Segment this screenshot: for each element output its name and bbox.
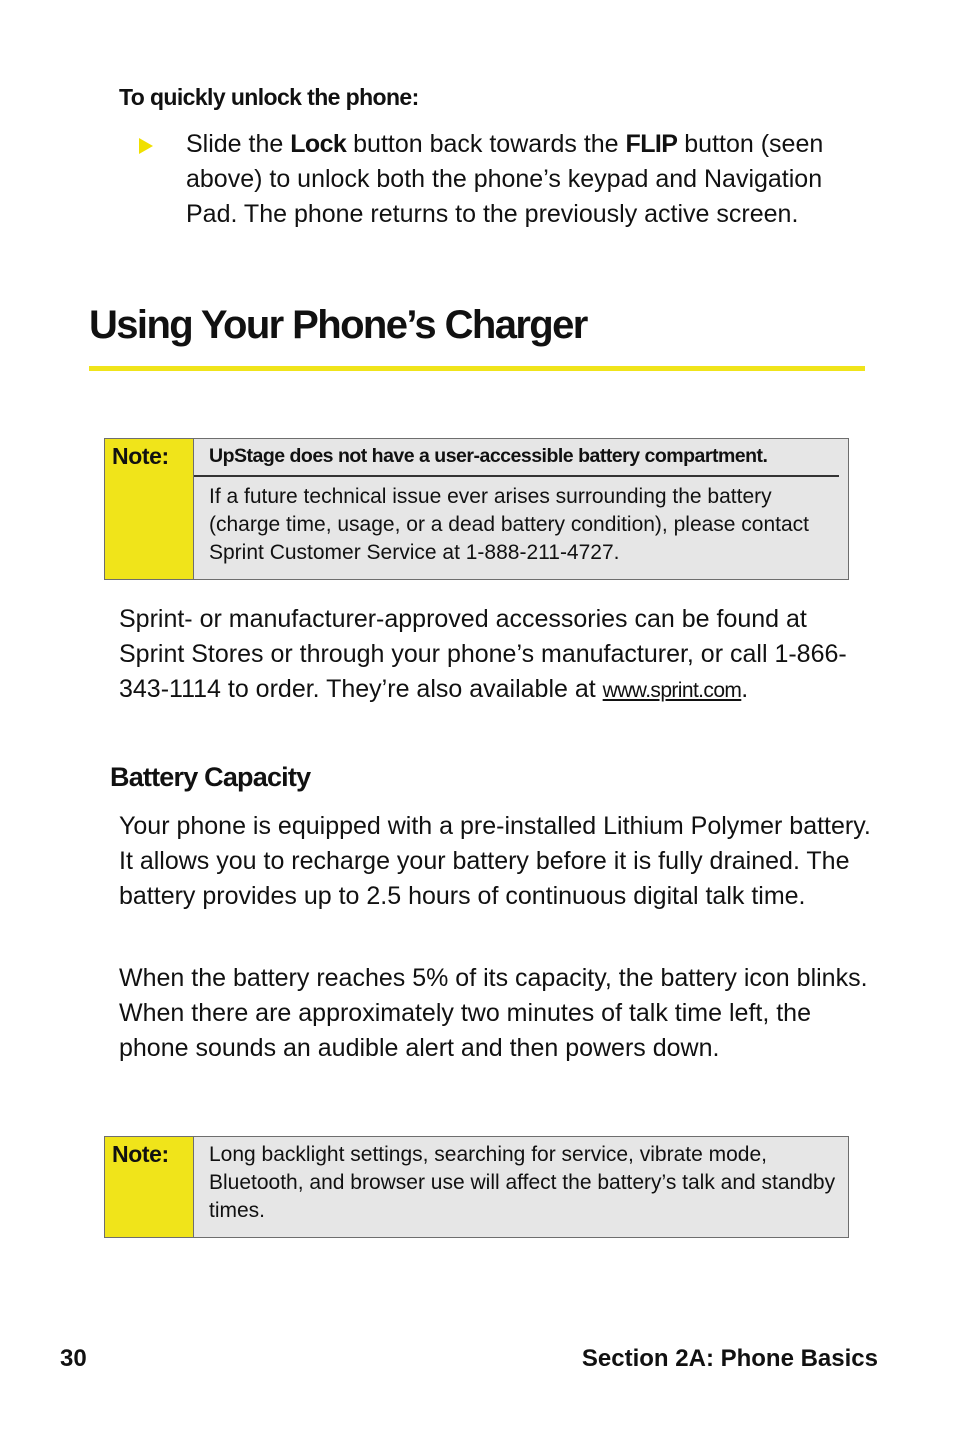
battery-paragraph-1: Your phone is equipped with a pre-installed Lithium Polymer battery. It allows you to recharge your battery before it is fully drained. The battery provides up to 2.5 hours of continuous digital talk time.: [119, 812, 871, 910]
accessories-period: .: [741, 675, 749, 703]
note-divider: [194, 475, 839, 477]
page-number: 30: [60, 1345, 87, 1372]
note-box-battery-compartment: [104, 438, 849, 580]
instruction-text: button (seen above) to unlock both the phone’s keypad and Navigation Pad. The phone returns to the previously active screen.: [186, 130, 824, 228]
sprint-website-link[interactable]: www.sprint.com: [602, 679, 742, 702]
lock-button-label: Lock: [290, 130, 347, 158]
section-title: Using Your Phone’s Charger: [89, 303, 587, 347]
footer-section-title: Section 2A: Phone Basics: [581, 1345, 878, 1372]
note-heading: UpStage does not have a user-accessible battery compartment.: [209, 445, 768, 467]
note-box-talk-time: [104, 1136, 849, 1238]
unlock-instruction: [186, 127, 876, 232]
bullet-arrow-icon: [139, 138, 153, 154]
unlock-heading: To quickly unlock the phone:: [119, 84, 419, 110]
instruction-text: Slide the: [186, 130, 291, 158]
instruction-text: button back towards the: [346, 130, 626, 158]
accessories-text: Sprint- or manufacturer-approved accessories can be found at Sprint Stores or through your phone’s manufacturer, or call 1-866-343-1114 to order. They’re also available at: [119, 605, 847, 703]
accessories-paragraph: [119, 602, 879, 708]
title-underline: [89, 366, 865, 371]
battery-capacity-heading: Battery Capacity: [110, 762, 311, 792]
note-label: Note:: [112, 1141, 169, 1167]
note-body: Long backlight settings, searching for service, vibrate mode, Bluetooth, and browser use will affect the battery’s talk and standby times.: [209, 1143, 836, 1222]
note-label-cell: [105, 1137, 194, 1237]
note-label-cell: [105, 439, 194, 579]
battery-paragraph-2: When the battery reaches 5% of its capacity, the battery icon blinks. When there are approximately two minutes of talk time left, the phone sounds an audible alert and then powers down.: [119, 964, 868, 1062]
flip-button-label: FLIP: [625, 130, 678, 158]
note-label: Note:: [112, 443, 169, 469]
note-body: If a future technical issue ever arises surrounding the battery (charge time, usage, or a dead battery condition), please contact Sprint Customer Service at 1-888-211-4727.: [209, 485, 810, 564]
